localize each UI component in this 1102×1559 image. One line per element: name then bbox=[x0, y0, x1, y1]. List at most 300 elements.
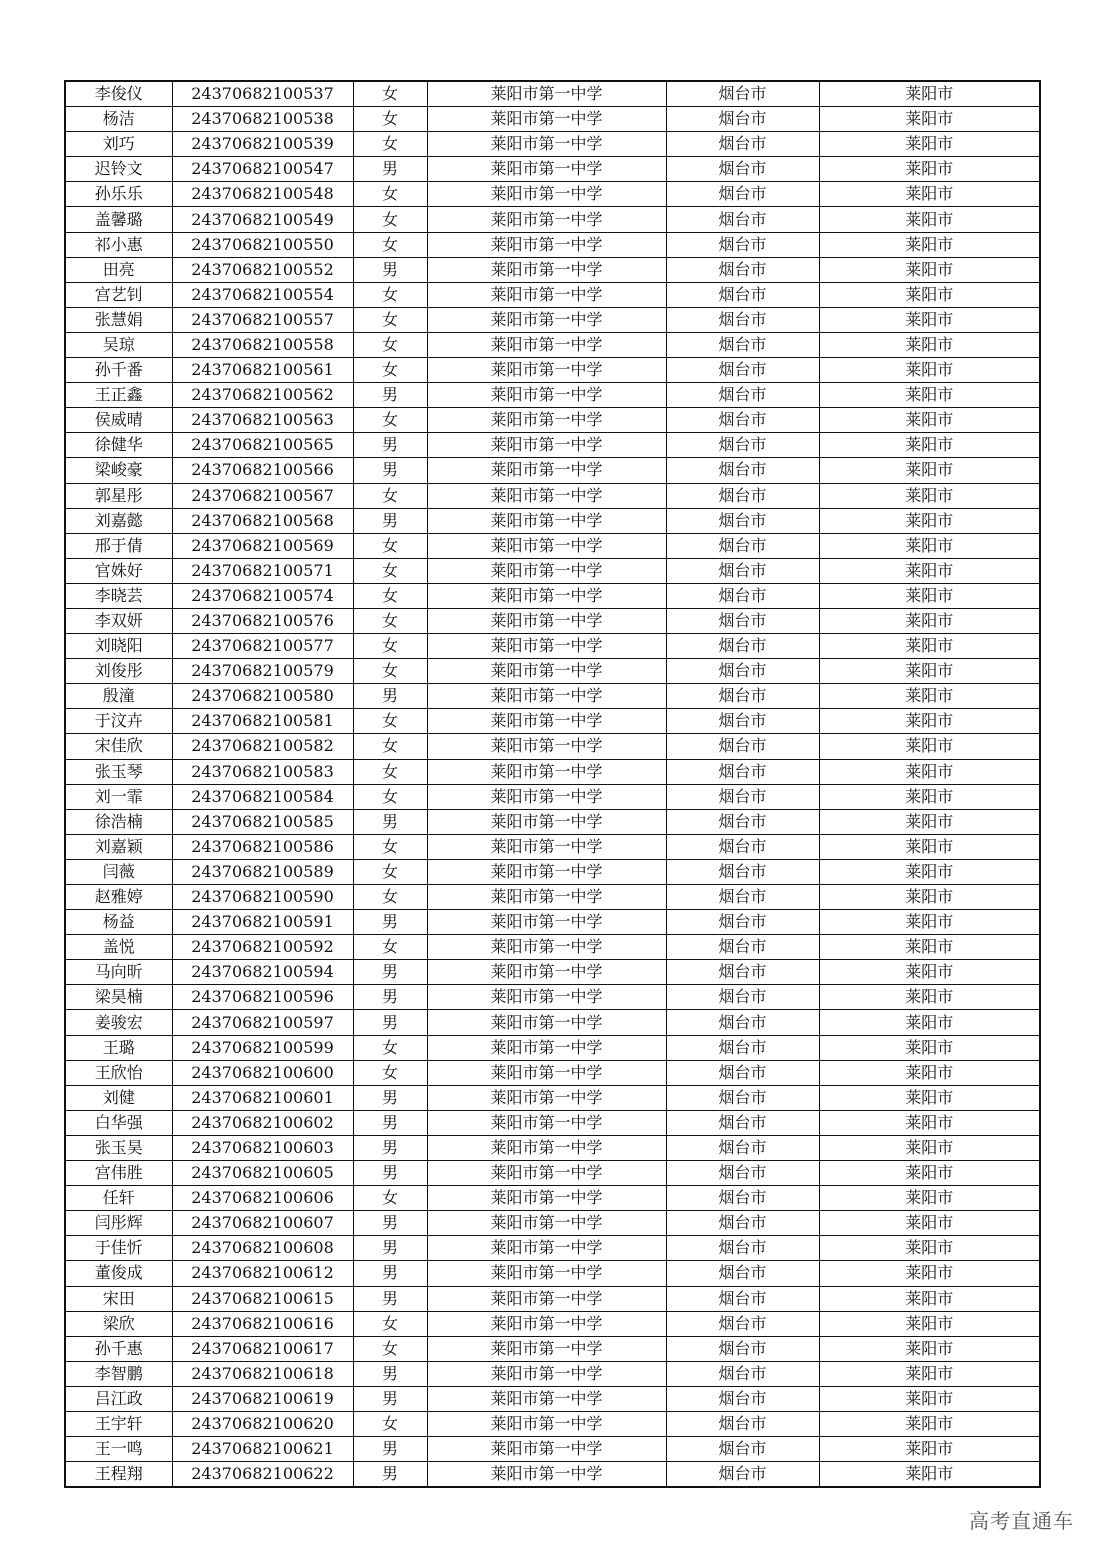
exam-number-cell: 24370682100616 bbox=[172, 1311, 353, 1336]
district-cell: 莱阳市 bbox=[819, 634, 1040, 659]
name-cell: 孙乐乐 bbox=[65, 182, 172, 207]
city-cell: 烟台市 bbox=[666, 583, 819, 608]
exam-number-cell: 24370682100597 bbox=[172, 1010, 353, 1035]
gender-cell: 男 bbox=[353, 1261, 427, 1286]
school-cell: 莱阳市第一中学 bbox=[427, 583, 666, 608]
school-cell: 莱阳市第一中学 bbox=[427, 935, 666, 960]
exam-number-cell: 24370682100591 bbox=[172, 910, 353, 935]
name-cell: 吴琼 bbox=[65, 332, 172, 357]
table-row bbox=[65, 1236, 1040, 1261]
district-cell: 莱阳市 bbox=[819, 1161, 1040, 1186]
district-cell: 莱阳市 bbox=[819, 659, 1040, 684]
name-cell: 张玉昊 bbox=[65, 1135, 172, 1160]
table-row bbox=[65, 132, 1040, 157]
table-row bbox=[65, 985, 1040, 1010]
exam-number-cell: 24370682100619 bbox=[172, 1386, 353, 1411]
city-cell: 烟台市 bbox=[666, 1411, 819, 1436]
school-cell: 莱阳市第一中学 bbox=[427, 684, 666, 709]
gender-cell: 男 bbox=[353, 1161, 427, 1186]
table-row bbox=[65, 608, 1040, 633]
name-cell: 白华强 bbox=[65, 1110, 172, 1135]
district-cell: 莱阳市 bbox=[819, 1311, 1040, 1336]
school-cell: 莱阳市第一中学 bbox=[427, 1110, 666, 1135]
school-cell: 莱阳市第一中学 bbox=[427, 81, 666, 107]
gender-cell: 男 bbox=[353, 1437, 427, 1462]
gender-cell: 女 bbox=[353, 885, 427, 910]
district-cell: 莱阳市 bbox=[819, 107, 1040, 132]
table-row bbox=[65, 483, 1040, 508]
gender-cell: 女 bbox=[353, 709, 427, 734]
exam-number-cell: 24370682100571 bbox=[172, 558, 353, 583]
name-cell: 姜骏宏 bbox=[65, 1010, 172, 1035]
school-cell: 莱阳市第一中学 bbox=[427, 1161, 666, 1186]
gender-cell: 男 bbox=[353, 383, 427, 408]
district-cell: 莱阳市 bbox=[819, 583, 1040, 608]
table-row bbox=[65, 508, 1040, 533]
exam-number-cell: 24370682100586 bbox=[172, 834, 353, 859]
name-cell: 徐健华 bbox=[65, 433, 172, 458]
district-cell: 莱阳市 bbox=[819, 232, 1040, 257]
gender-cell: 男 bbox=[353, 508, 427, 533]
district-cell: 莱阳市 bbox=[819, 207, 1040, 232]
exam-number-cell: 24370682100579 bbox=[172, 659, 353, 684]
name-cell: 田亮 bbox=[65, 257, 172, 282]
gender-cell: 男 bbox=[353, 1085, 427, 1110]
gender-cell: 女 bbox=[353, 734, 427, 759]
city-cell: 烟台市 bbox=[666, 132, 819, 157]
gender-cell: 男 bbox=[353, 1010, 427, 1035]
district-cell: 莱阳市 bbox=[819, 684, 1040, 709]
name-cell: 于汶卉 bbox=[65, 709, 172, 734]
district-cell: 莱阳市 bbox=[819, 608, 1040, 633]
name-cell: 宫艺钊 bbox=[65, 282, 172, 307]
exam-number-cell: 24370682100589 bbox=[172, 859, 353, 884]
name-cell: 侯威晴 bbox=[65, 408, 172, 433]
gender-cell: 女 bbox=[353, 558, 427, 583]
table-row bbox=[65, 182, 1040, 207]
gender-cell: 男 bbox=[353, 1286, 427, 1311]
exam-number-cell: 24370682100554 bbox=[172, 282, 353, 307]
gender-cell: 女 bbox=[353, 1060, 427, 1085]
table-row bbox=[65, 1411, 1040, 1436]
gender-cell: 女 bbox=[353, 533, 427, 558]
exam-number-cell: 24370682100576 bbox=[172, 608, 353, 633]
table-row bbox=[65, 458, 1040, 483]
gender-cell: 女 bbox=[353, 1336, 427, 1361]
district-cell: 莱阳市 bbox=[819, 1361, 1040, 1386]
name-cell: 梁欣 bbox=[65, 1311, 172, 1336]
table-row bbox=[65, 558, 1040, 583]
city-cell: 烟台市 bbox=[666, 734, 819, 759]
city-cell: 烟台市 bbox=[666, 182, 819, 207]
gender-cell: 女 bbox=[353, 935, 427, 960]
district-cell: 莱阳市 bbox=[819, 1085, 1040, 1110]
table-row bbox=[65, 709, 1040, 734]
school-cell: 莱阳市第一中学 bbox=[427, 257, 666, 282]
city-cell: 烟台市 bbox=[666, 634, 819, 659]
exam-number-cell: 24370682100601 bbox=[172, 1085, 353, 1110]
school-cell: 莱阳市第一中学 bbox=[427, 508, 666, 533]
school-cell: 莱阳市第一中学 bbox=[427, 107, 666, 132]
school-cell: 莱阳市第一中学 bbox=[427, 207, 666, 232]
city-cell: 烟台市 bbox=[666, 1161, 819, 1186]
city-cell: 烟台市 bbox=[666, 483, 819, 508]
name-cell: 杨益 bbox=[65, 910, 172, 935]
gender-cell: 女 bbox=[353, 132, 427, 157]
district-cell: 莱阳市 bbox=[819, 960, 1040, 985]
gender-cell: 男 bbox=[353, 1462, 427, 1488]
school-cell: 莱阳市第一中学 bbox=[427, 1386, 666, 1411]
district-cell: 莱阳市 bbox=[819, 1437, 1040, 1462]
exam-number-cell: 24370682100562 bbox=[172, 383, 353, 408]
table-row bbox=[65, 583, 1040, 608]
table-row bbox=[65, 784, 1040, 809]
exam-number-cell: 24370682100539 bbox=[172, 132, 353, 157]
district-cell: 莱阳市 bbox=[819, 358, 1040, 383]
city-cell: 烟台市 bbox=[666, 533, 819, 558]
school-cell: 莱阳市第一中学 bbox=[427, 734, 666, 759]
table-row bbox=[65, 935, 1040, 960]
school-cell: 莱阳市第一中学 bbox=[427, 1261, 666, 1286]
student-roster-table bbox=[64, 80, 1041, 1488]
district-cell: 莱阳市 bbox=[819, 1211, 1040, 1236]
gender-cell: 女 bbox=[353, 659, 427, 684]
table-row bbox=[65, 910, 1040, 935]
school-cell: 莱阳市第一中学 bbox=[427, 1236, 666, 1261]
district-cell: 莱阳市 bbox=[819, 885, 1040, 910]
exam-number-cell: 24370682100552 bbox=[172, 257, 353, 282]
exam-number-cell: 24370682100547 bbox=[172, 157, 353, 182]
exam-number-cell: 24370682100550 bbox=[172, 232, 353, 257]
district-cell: 莱阳市 bbox=[819, 985, 1040, 1010]
city-cell: 烟台市 bbox=[666, 608, 819, 633]
school-cell: 莱阳市第一中学 bbox=[427, 634, 666, 659]
table-row bbox=[65, 1286, 1040, 1311]
city-cell: 烟台市 bbox=[666, 684, 819, 709]
city-cell: 烟台市 bbox=[666, 1236, 819, 1261]
district-cell: 莱阳市 bbox=[819, 508, 1040, 533]
gender-cell: 男 bbox=[353, 1135, 427, 1160]
exam-number-cell: 24370682100602 bbox=[172, 1110, 353, 1135]
table-row bbox=[65, 257, 1040, 282]
exam-number-cell: 24370682100549 bbox=[172, 207, 353, 232]
district-cell: 莱阳市 bbox=[819, 1462, 1040, 1488]
school-cell: 莱阳市第一中学 bbox=[427, 659, 666, 684]
name-cell: 闫薇 bbox=[65, 859, 172, 884]
gender-cell: 男 bbox=[353, 985, 427, 1010]
exam-number-cell: 24370682100580 bbox=[172, 684, 353, 709]
district-cell: 莱阳市 bbox=[819, 1386, 1040, 1411]
exam-number-cell: 24370682100590 bbox=[172, 885, 353, 910]
gender-cell: 男 bbox=[353, 809, 427, 834]
exam-number-cell: 24370682100618 bbox=[172, 1361, 353, 1386]
name-cell: 刘晓阳 bbox=[65, 634, 172, 659]
table-row bbox=[65, 1085, 1040, 1110]
city-cell: 烟台市 bbox=[666, 759, 819, 784]
city-cell: 烟台市 bbox=[666, 282, 819, 307]
school-cell: 莱阳市第一中学 bbox=[427, 408, 666, 433]
name-cell: 祁小惠 bbox=[65, 232, 172, 257]
gender-cell: 男 bbox=[353, 960, 427, 985]
city-cell: 烟台市 bbox=[666, 910, 819, 935]
table-row bbox=[65, 533, 1040, 558]
school-cell: 莱阳市第一中学 bbox=[427, 1186, 666, 1211]
name-cell: 梁峻豪 bbox=[65, 458, 172, 483]
name-cell: 邢于倩 bbox=[65, 533, 172, 558]
district-cell: 莱阳市 bbox=[819, 1261, 1040, 1286]
table-row bbox=[65, 1462, 1040, 1488]
city-cell: 烟台市 bbox=[666, 809, 819, 834]
city-cell: 烟台市 bbox=[666, 1035, 819, 1060]
exam-number-cell: 24370682100558 bbox=[172, 332, 353, 357]
exam-number-cell: 24370682100581 bbox=[172, 709, 353, 734]
school-cell: 莱阳市第一中学 bbox=[427, 709, 666, 734]
table-row bbox=[65, 307, 1040, 332]
gender-cell: 女 bbox=[353, 182, 427, 207]
name-cell: 刘一霏 bbox=[65, 784, 172, 809]
name-cell: 孙千惠 bbox=[65, 1336, 172, 1361]
school-cell: 莱阳市第一中学 bbox=[427, 834, 666, 859]
gender-cell: 女 bbox=[353, 207, 427, 232]
city-cell: 烟台市 bbox=[666, 232, 819, 257]
name-cell: 徐浩楠 bbox=[65, 809, 172, 834]
school-cell: 莱阳市第一中学 bbox=[427, 1135, 666, 1160]
gender-cell: 男 bbox=[353, 257, 427, 282]
table-row bbox=[65, 107, 1040, 132]
school-cell: 莱阳市第一中学 bbox=[427, 383, 666, 408]
city-cell: 烟台市 bbox=[666, 157, 819, 182]
gender-cell: 女 bbox=[353, 1186, 427, 1211]
district-cell: 莱阳市 bbox=[819, 558, 1040, 583]
gender-cell: 女 bbox=[353, 358, 427, 383]
exam-number-cell: 24370682100574 bbox=[172, 583, 353, 608]
table-row bbox=[65, 634, 1040, 659]
city-cell: 烟台市 bbox=[666, 1437, 819, 1462]
table-row bbox=[65, 358, 1040, 383]
school-cell: 莱阳市第一中学 bbox=[427, 859, 666, 884]
city-cell: 烟台市 bbox=[666, 1261, 819, 1286]
gender-cell: 男 bbox=[353, 1110, 427, 1135]
table-row bbox=[65, 1336, 1040, 1361]
district-cell: 莱阳市 bbox=[819, 709, 1040, 734]
exam-number-cell: 24370682100594 bbox=[172, 960, 353, 985]
gender-cell: 女 bbox=[353, 408, 427, 433]
district-cell: 莱阳市 bbox=[819, 1010, 1040, 1035]
school-cell: 莱阳市第一中学 bbox=[427, 885, 666, 910]
school-cell: 莱阳市第一中学 bbox=[427, 985, 666, 1010]
exam-number-cell: 24370682100592 bbox=[172, 935, 353, 960]
exam-number-cell: 24370682100596 bbox=[172, 985, 353, 1010]
gender-cell: 女 bbox=[353, 107, 427, 132]
school-cell: 莱阳市第一中学 bbox=[427, 1085, 666, 1110]
table-row bbox=[65, 232, 1040, 257]
city-cell: 烟台市 bbox=[666, 383, 819, 408]
exam-number-cell: 24370682100607 bbox=[172, 1211, 353, 1236]
city-cell: 烟台市 bbox=[666, 1186, 819, 1211]
table-row bbox=[65, 684, 1040, 709]
district-cell: 莱阳市 bbox=[819, 157, 1040, 182]
exam-number-cell: 24370682100566 bbox=[172, 458, 353, 483]
table-row bbox=[65, 1311, 1040, 1336]
school-cell: 莱阳市第一中学 bbox=[427, 1336, 666, 1361]
name-cell: 王欣怡 bbox=[65, 1060, 172, 1085]
table-row bbox=[65, 1386, 1040, 1411]
school-cell: 莱阳市第一中学 bbox=[427, 458, 666, 483]
name-cell: 闫彤辉 bbox=[65, 1211, 172, 1236]
table-row bbox=[65, 433, 1040, 458]
gender-cell: 男 bbox=[353, 157, 427, 182]
name-cell: 刘俊彤 bbox=[65, 659, 172, 684]
city-cell: 烟台市 bbox=[666, 885, 819, 910]
school-cell: 莱阳市第一中学 bbox=[427, 332, 666, 357]
table-row bbox=[65, 734, 1040, 759]
table-row bbox=[65, 1361, 1040, 1386]
city-cell: 烟台市 bbox=[666, 433, 819, 458]
school-cell: 莱阳市第一中学 bbox=[427, 1411, 666, 1436]
school-cell: 莱阳市第一中学 bbox=[427, 483, 666, 508]
city-cell: 烟台市 bbox=[666, 859, 819, 884]
name-cell: 殷潼 bbox=[65, 684, 172, 709]
table-row bbox=[65, 1186, 1040, 1211]
district-cell: 莱阳市 bbox=[819, 307, 1040, 332]
school-cell: 莱阳市第一中学 bbox=[427, 1361, 666, 1386]
name-cell: 李俊仪 bbox=[65, 81, 172, 107]
gender-cell: 男 bbox=[353, 910, 427, 935]
table-row bbox=[65, 282, 1040, 307]
city-cell: 烟台市 bbox=[666, 207, 819, 232]
table-row bbox=[65, 1211, 1040, 1236]
school-cell: 莱阳市第一中学 bbox=[427, 960, 666, 985]
district-cell: 莱阳市 bbox=[819, 533, 1040, 558]
table-row bbox=[65, 383, 1040, 408]
gender-cell: 女 bbox=[353, 232, 427, 257]
exam-number-cell: 24370682100567 bbox=[172, 483, 353, 508]
name-cell: 刘巧 bbox=[65, 132, 172, 157]
table-row bbox=[65, 81, 1040, 107]
city-cell: 烟台市 bbox=[666, 1336, 819, 1361]
school-cell: 莱阳市第一中学 bbox=[427, 533, 666, 558]
name-cell: 马向昕 bbox=[65, 960, 172, 985]
city-cell: 烟台市 bbox=[666, 1060, 819, 1085]
city-cell: 烟台市 bbox=[666, 1462, 819, 1488]
roster-body bbox=[65, 81, 1040, 1487]
city-cell: 烟台市 bbox=[666, 659, 819, 684]
district-cell: 莱阳市 bbox=[819, 282, 1040, 307]
city-cell: 烟台市 bbox=[666, 1361, 819, 1386]
name-cell: 官姝好 bbox=[65, 558, 172, 583]
district-cell: 莱阳市 bbox=[819, 132, 1040, 157]
table-row bbox=[65, 1261, 1040, 1286]
name-cell: 李双妍 bbox=[65, 608, 172, 633]
city-cell: 烟台市 bbox=[666, 408, 819, 433]
city-cell: 烟台市 bbox=[666, 1386, 819, 1411]
table-row bbox=[65, 1060, 1040, 1085]
gender-cell: 男 bbox=[353, 684, 427, 709]
district-cell: 莱阳市 bbox=[819, 1286, 1040, 1311]
city-cell: 烟台市 bbox=[666, 1110, 819, 1135]
city-cell: 烟台市 bbox=[666, 307, 819, 332]
name-cell: 迟铃文 bbox=[65, 157, 172, 182]
city-cell: 烟台市 bbox=[666, 1085, 819, 1110]
exam-number-cell: 24370682100617 bbox=[172, 1336, 353, 1361]
exam-number-cell: 24370682100557 bbox=[172, 307, 353, 332]
gender-cell: 女 bbox=[353, 81, 427, 107]
school-cell: 莱阳市第一中学 bbox=[427, 433, 666, 458]
name-cell: 李智鹏 bbox=[65, 1361, 172, 1386]
name-cell: 王正鑫 bbox=[65, 383, 172, 408]
gender-cell: 女 bbox=[353, 307, 427, 332]
city-cell: 烟台市 bbox=[666, 458, 819, 483]
district-cell: 莱阳市 bbox=[819, 910, 1040, 935]
district-cell: 莱阳市 bbox=[819, 809, 1040, 834]
city-cell: 烟台市 bbox=[666, 1211, 819, 1236]
name-cell: 任轩 bbox=[65, 1186, 172, 1211]
gender-cell: 男 bbox=[353, 433, 427, 458]
school-cell: 莱阳市第一中学 bbox=[427, 1311, 666, 1336]
table-row bbox=[65, 659, 1040, 684]
name-cell: 王宇轩 bbox=[65, 1411, 172, 1436]
district-cell: 莱阳市 bbox=[819, 1336, 1040, 1361]
city-cell: 烟台市 bbox=[666, 935, 819, 960]
city-cell: 烟台市 bbox=[666, 332, 819, 357]
school-cell: 莱阳市第一中学 bbox=[427, 759, 666, 784]
gender-cell: 女 bbox=[353, 483, 427, 508]
school-cell: 莱阳市第一中学 bbox=[427, 358, 666, 383]
school-cell: 莱阳市第一中学 bbox=[427, 1286, 666, 1311]
name-cell: 王璐 bbox=[65, 1035, 172, 1060]
gender-cell: 女 bbox=[353, 332, 427, 357]
district-cell: 莱阳市 bbox=[819, 483, 1040, 508]
city-cell: 烟台市 bbox=[666, 1311, 819, 1336]
gender-cell: 女 bbox=[353, 282, 427, 307]
name-cell: 吕江政 bbox=[65, 1386, 172, 1411]
table-row bbox=[65, 809, 1040, 834]
city-cell: 烟台市 bbox=[666, 1010, 819, 1035]
city-cell: 烟台市 bbox=[666, 558, 819, 583]
gender-cell: 女 bbox=[353, 634, 427, 659]
district-cell: 莱阳市 bbox=[819, 935, 1040, 960]
watermark-text: 高考直通车 bbox=[969, 1509, 1074, 1533]
exam-number-cell: 24370682100538 bbox=[172, 107, 353, 132]
school-cell: 莱阳市第一中学 bbox=[427, 1060, 666, 1085]
name-cell: 王一鸣 bbox=[65, 1437, 172, 1462]
gender-cell: 男 bbox=[353, 458, 427, 483]
name-cell: 梁昊楠 bbox=[65, 985, 172, 1010]
gender-cell: 男 bbox=[353, 1361, 427, 1386]
district-cell: 莱阳市 bbox=[819, 784, 1040, 809]
school-cell: 莱阳市第一中学 bbox=[427, 1437, 666, 1462]
name-cell: 宋佳欣 bbox=[65, 734, 172, 759]
school-cell: 莱阳市第一中学 bbox=[427, 608, 666, 633]
exam-number-cell: 24370682100565 bbox=[172, 433, 353, 458]
city-cell: 烟台市 bbox=[666, 81, 819, 107]
table-row bbox=[65, 885, 1040, 910]
exam-number-cell: 24370682100583 bbox=[172, 759, 353, 784]
name-cell: 赵雅婷 bbox=[65, 885, 172, 910]
exam-number-cell: 24370682100605 bbox=[172, 1161, 353, 1186]
name-cell: 李晓芸 bbox=[65, 583, 172, 608]
name-cell: 张慧娟 bbox=[65, 307, 172, 332]
school-cell: 莱阳市第一中学 bbox=[427, 1211, 666, 1236]
district-cell: 莱阳市 bbox=[819, 257, 1040, 282]
name-cell: 张玉琴 bbox=[65, 759, 172, 784]
exam-number-cell: 24370682100585 bbox=[172, 809, 353, 834]
school-cell: 莱阳市第一中学 bbox=[427, 1462, 666, 1488]
exam-number-cell: 24370682100577 bbox=[172, 634, 353, 659]
exam-number-cell: 24370682100608 bbox=[172, 1236, 353, 1261]
school-cell: 莱阳市第一中学 bbox=[427, 809, 666, 834]
city-cell: 烟台市 bbox=[666, 985, 819, 1010]
